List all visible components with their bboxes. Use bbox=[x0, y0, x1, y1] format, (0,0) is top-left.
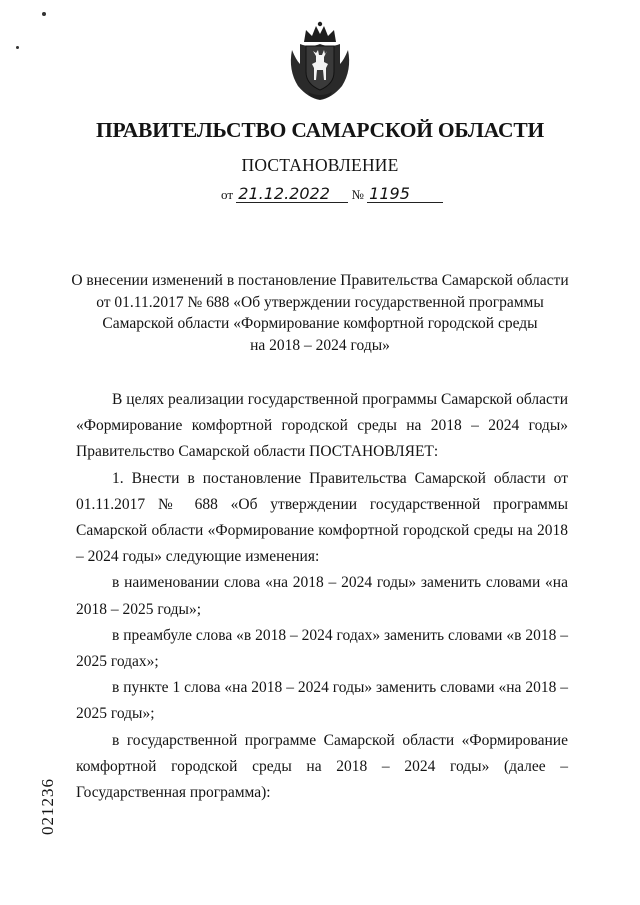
heading-line: на 2018 – 2024 годы» bbox=[250, 336, 390, 354]
samara-coat-of-arms-icon bbox=[286, 20, 354, 102]
heading-line: от 01.11.2017 № 688 «Об утверждении государственной программы bbox=[96, 293, 544, 311]
document-heading bbox=[60, 270, 580, 356]
document-number: 1195 bbox=[367, 186, 443, 203]
side-serial-number: 021236 bbox=[38, 778, 57, 835]
heading-line: О внесении изменений в постановление Правительства Самарской области bbox=[71, 272, 569, 289]
scan-speck bbox=[42, 12, 46, 16]
body-paragraph: 1. Внести в постановление Правительства Самарской области от 01.11.2017 № 688 «Об утверждении государственной программы Самарской области «Формирование комфортной городской среды на 2018 – 2024 годы» следующие изменения: bbox=[76, 469, 568, 566]
government-title: ПРАВИТЕЛЬСТВО САМАРСКОЙ ОБЛАСТИ bbox=[96, 118, 544, 142]
document-type: ПОСТАНОВЛЕНИЕ bbox=[241, 155, 399, 175]
document-date-number bbox=[221, 186, 443, 203]
number-prefix: № bbox=[351, 187, 364, 202]
scan-speck bbox=[16, 46, 19, 49]
body-paragraph: в преамбуле слова «в 2018 – 2024 годах» заменить словами «в 2018 – 2025 годах»; bbox=[76, 626, 568, 671]
document-body bbox=[76, 387, 568, 806]
date-prefix: от bbox=[221, 187, 234, 202]
heading-line: Самарской области «Формирование комфортной городской среды bbox=[102, 315, 538, 332]
body-paragraph: в наименовании слова «на 2018 – 2024 годы» заменить словами «на 2018 – 2025 годы»; bbox=[76, 574, 568, 618]
body-paragraph: в государственной программе Самарской области «Формирование комфортной городской среды на 2018 – 2024 годы» (далее – Государственная программа): bbox=[76, 731, 568, 802]
document-date: 21.12.2022 bbox=[236, 186, 348, 203]
body-paragraph: в пункте 1 слова «на 2018 – 2024 годы» заменить словами «на 2018 – 2025 годы»; bbox=[76, 679, 568, 723]
body-paragraph: В целях реализации государственной программы Самарской области «Формирование комфортной городской среды на 2018 – 2024 годы» Правительство Самарской области ПОСТАНОВЛЯЕТ: bbox=[76, 391, 568, 461]
